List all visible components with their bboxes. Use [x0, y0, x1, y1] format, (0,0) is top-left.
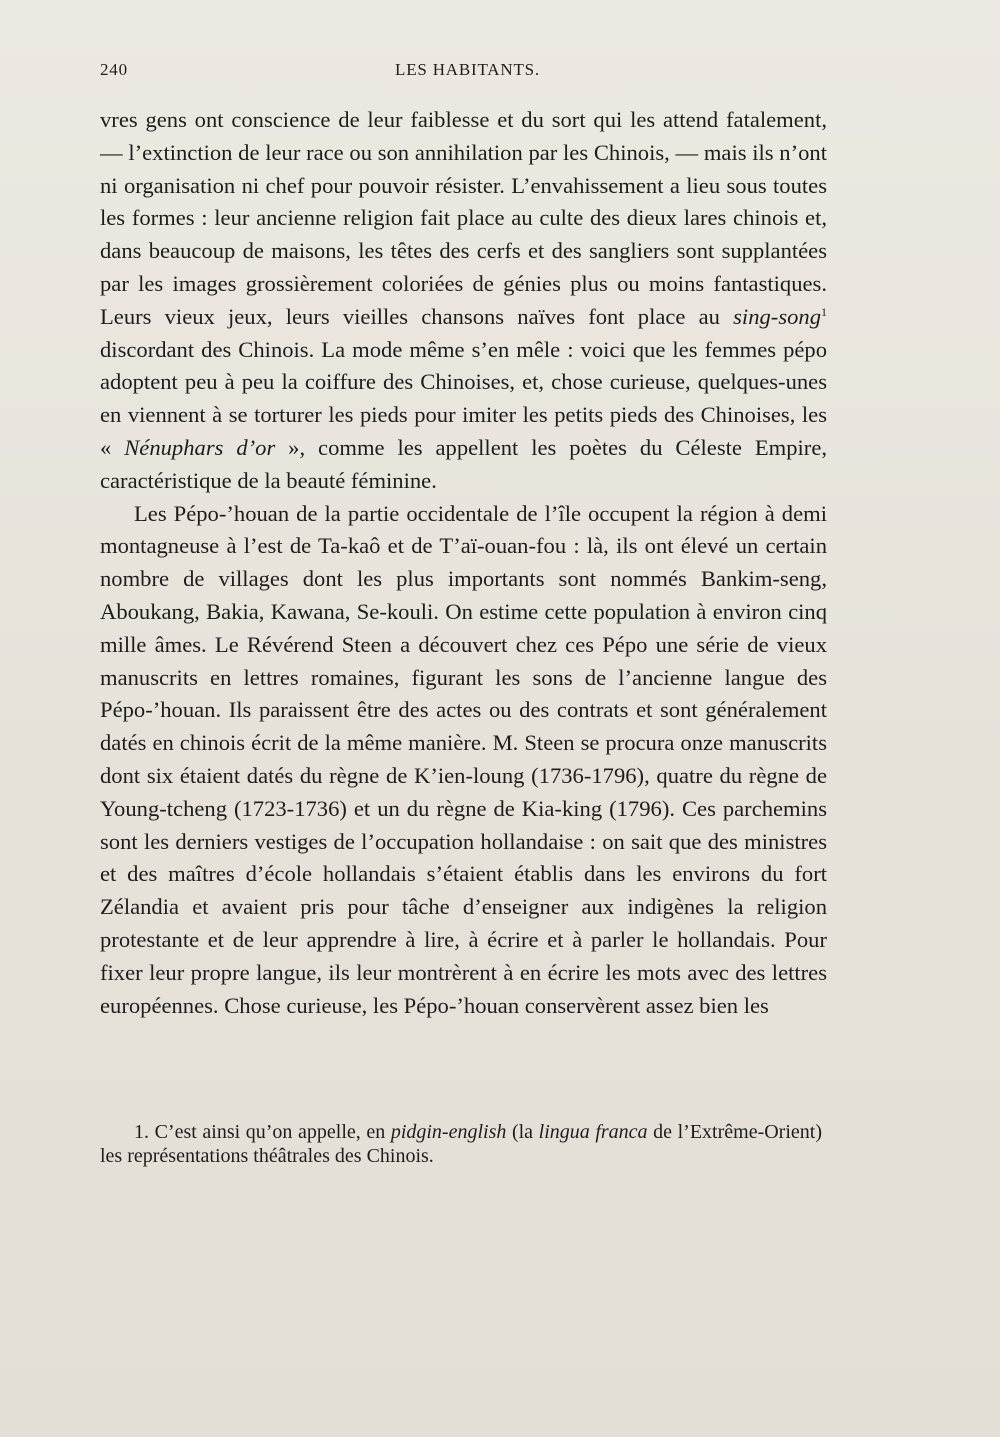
paragraph-2: Les Pépo-’houan de la partie occidentale de l’île occupent la région à demi montagneuse à l’est de Ta-kaô et de T’aï-ouan-fou : là, ils ont élevé un certain nombre de villages dont les plus importants sont nommés Bankim-seng, Aboukang, Bakia, Kawana, Se-kouli. On estime cette population à environ cinq mille âmes. Le Révérend Steen a découvert chez ces Pépo une série de vieux manuscrits en lettres romaines, figurant les sons de l’ancienne langue des Pépo-’houan. Ils paraissent être des actes ou des contrats et sont généralement datés en chinois écrit de la même manière. M. Steen se procura onze manuscrits dont six étaient datés du règne de K’ien-loung (1736-1796), quatre du règne de Young-tcheng (1723-1736) et un du règne de Kia-king (1796). Ces parchemins sont les derniers vestiges de l’occupation hollandaise : on sait que des ministres et des maîtres d’école hollandais s’étaient établis dans les environs du fort Zélandia et avaient pris pour tâche d’enseigner aux indigènes la religion protestante et de leur apprendre à lire, à écrire et à parler le hollandais. Pour fixer leur propre langue, ils leur montrèrent à en écrire les mots avec des lettres européennes. Chose curieuse, les Pépo-’houan conservèrent assez bien les: [100, 500, 827, 1018]
pidgin-english-term: pidgin-english: [390, 1121, 507, 1143]
paragraph-1-text-b: discordant des Chinois. La mode même s’en mêle : voici que les femmes pépo adoptent peu à peu la coiffure des Chinoises, et, chose curieuse, quelques-unes en viennent à se torturer les pieds pour imiter les petits pieds des Chinoises, les «: [100, 336, 827, 460]
paragraph-1: [100, 104, 827, 498]
footnote-text-c: de l’Extrême-Orient) les représentations théâtrales des Chinois.: [100, 1121, 822, 1167]
lingua-franca-term: lingua franca: [538, 1121, 648, 1143]
paragraph-1-text-c: », comme les appellent les poètes du Céleste Empire, caractéristique de la beauté féminine.: [100, 434, 827, 493]
footnote-text-a: 1. C’est ainsi qu’on appelle, en: [134, 1121, 391, 1143]
page-number: 240: [100, 60, 128, 79]
page-header: [100, 60, 835, 84]
running-head: LES HABITANTS.: [395, 60, 540, 79]
footnote: [100, 1120, 822, 1168]
main-text: [100, 104, 827, 1022]
footnote-reference: 1: [821, 304, 827, 319]
nenuphars-term: Nénuphars d’or: [124, 434, 276, 460]
sing-song-term: sing-song: [733, 303, 821, 329]
footnote-text-b: (la: [506, 1121, 539, 1143]
paragraph-1-text-a: vres gens ont conscience de leur faiblesse et du sort qui les attend fatalement, — l’extinction de leur race ou son annihilation par les Chinois, — mais ils n’ont ni organisation ni chef pour pouvoir résister. L’envahissement a lieu sous toutes les formes : leur ancienne religion fait place au culte des dieux lares chinois et, dans beaucoup de maisons, les têtes des cerfs et des sangliers sont supplantées par les images grossièrement coloriées de génies plus ou moins fantastiques. Leurs vieux jeux, leurs vieilles chansons naïves font place au: [100, 107, 827, 329]
